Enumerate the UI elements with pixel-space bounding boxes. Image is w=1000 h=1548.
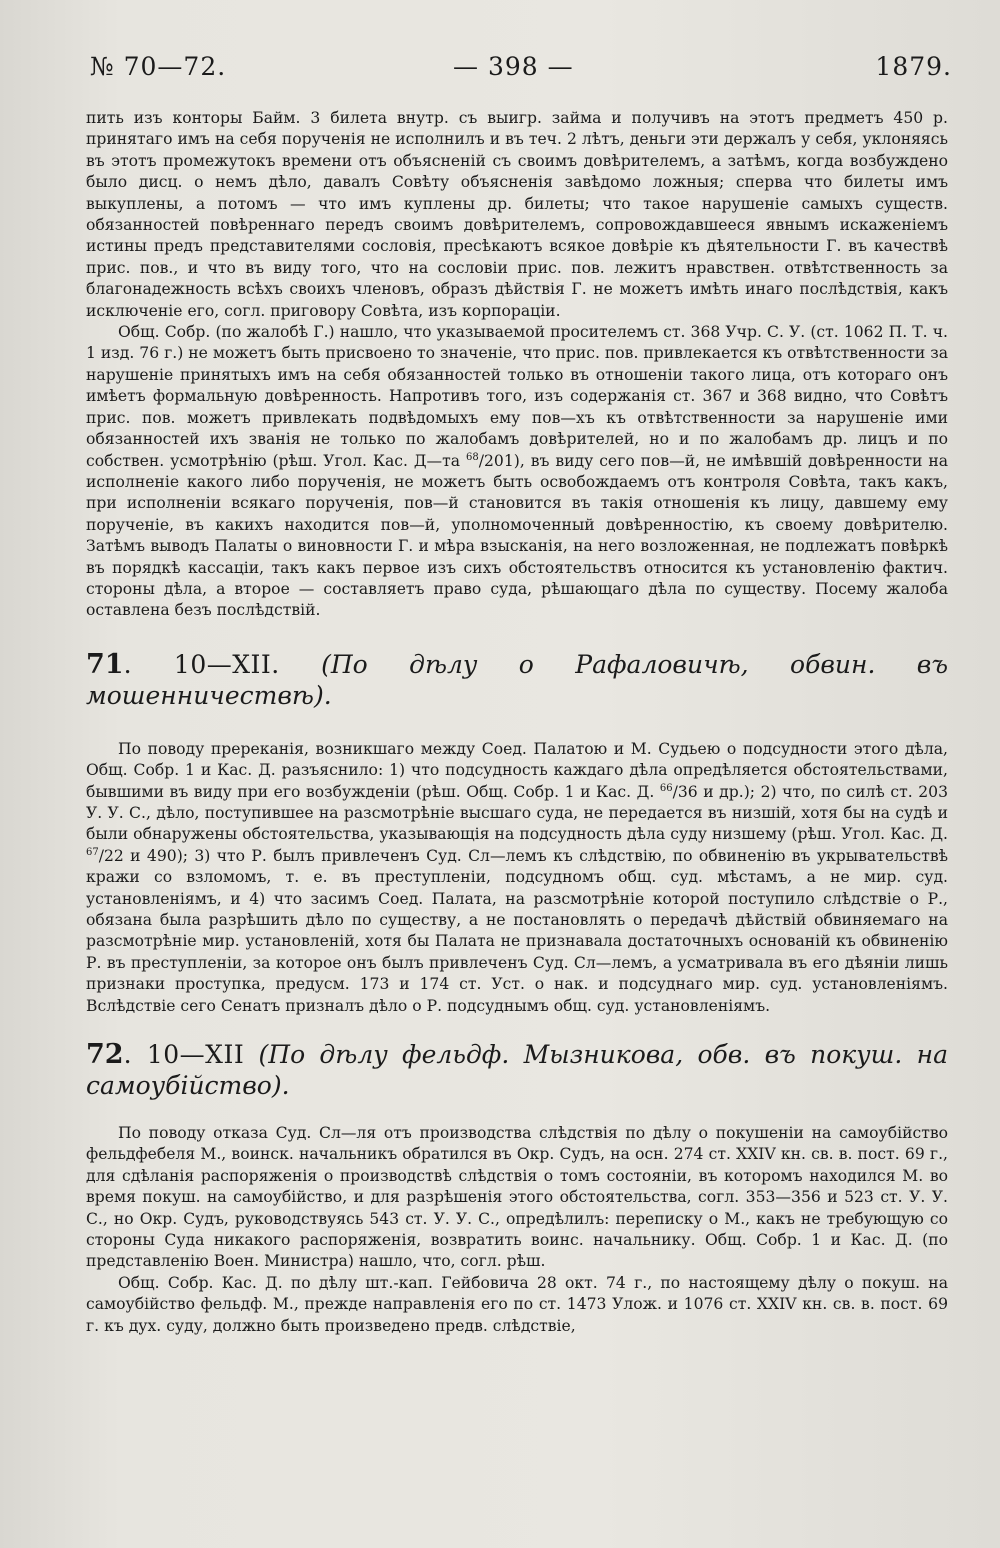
running-header [90, 52, 952, 92]
ruling-text-end: /201), въ виду сего пов—й, не имѣвшій довѣренности на исполненіе какого либо порученія, не можетъ быть освобождаемъ отъ контроля Совѣта, такъ какъ, при исполненіи всякаго порученія, пов—й становится въ такія отношенія къ лицу, давшему ему порученіе, въ какихъ находится пов—й, уполномоченный довѣренностію, къ своему довѣрителю. Затѣмъ выводъ Палаты о виновности Г. и мѣра взысканія, на него возложенная, не подлежатъ повѣркѣ въ порядкѣ кассаціи, такъ какъ первое изъ сихъ обстоятельствъ относится къ установленію фактич. стороны дѣла, а второе — составляетъ право суда, рѣшающаго дѣла по существу. Посему жалоба оставлена безъ послѣдствій. [86, 451, 949, 620]
case-71-heading [86, 649, 948, 711]
case-71-text-a: По поводу пререканія, возникшаго между Соед. Палатою и М. Судьею о подсудности этого дѣла, Общ. Собр. 1 и Кас. Д. разъяснило: 1) что подсудность каждаго дѣла опредѣляется обстоятельствами, бывшими въ виду при его возбужденіи (рѣш. Общ. Собр. 1 и Кас. Д. [86, 739, 948, 801]
case-71-number: 71 [86, 648, 124, 680]
case-72-number: 72 [86, 1039, 124, 1071]
case-72-paragraph-2: Общ. Собр. Кас. Д. по дѣлу шт.-кап. Гейбовича 28 окт. 74 г., по настоящему дѣлу о покуш. на самоубійство фельдф. М., прежде направленія его по ст. 1473 Улож. и 1076 ст. XXIV кн. св. в. пост. 69 г. къ дух. суду, должно быть произведено предв. слѣдствіе, [86, 1273, 948, 1335]
case-72-heading [86, 1039, 948, 1101]
case-71-sup-1: 66 [659, 782, 673, 794]
case-71-paragraph [86, 739, 948, 1017]
case-71-date: . 10—XII. [123, 649, 280, 679]
carryover-paragraph: пить изъ конторы Байм. 3 билета внутр. съ выигр. займа и получивъ на этотъ предметъ 450 р. принятаго имъ на себя порученія не исполнилъ и въ теч. 2 лѣтъ, деньги эти держалъ у себя, уклоняясь въ этотъ промежутокъ времени отъ объясненій съ своимъ довѣрителемъ, а затѣмъ, когда возбуждено было дисц. о немъ дѣло, давалъ Совѣту объясненія завѣдомо ложныя; сперва что билеты имъ выкуплены, а потомъ — что имъ куплены др. билеты; что такое нарушеніе самыхъ существ. обязанностей повѣреннаго передъ своимъ довѣрителемъ, сопровождавшееся явнымъ искаженіемъ истины предъ представителями сословія, пресѣкаютъ всякое довѣріе къ дѣятельности Г. въ качествѣ прис. пов., и что въ виду того, что на сословіи прис. пов. лежитъ нравствен. отвѣтственность за благонадежность всѣхъ своихъ членовъ, образъ дѣйствія Г. не можетъ имѣть инаго послѣдствія, какъ исключеніе его, согл. приговору Совѣта, изъ корпораціи. [86, 109, 948, 320]
issue-number: № 70—72. [90, 52, 227, 81]
case-72-date: . 10—XII [123, 1040, 245, 1070]
general-assembly-ruling [86, 322, 948, 622]
case-72-paragraph-1: По поводу отказа Суд. Сл—ля отъ производства слѣдствія по дѣлу о покушеніи на самоубійство фельдфебеля М., воинск. начальникъ обратился въ Окр. Судъ, на осн. 274 ст. XXIV кн. св. в. пост. 69 г., для сдѣланія распоряженія о производствѣ слѣдствія о томъ состояніи, въ которомъ находился М. во время покуш. на самоубійство, и для разрѣшенія этого обстоятельства, согл. 353—356 и 523 ст. У. У. С., но Окр. Судъ, руководствуясь 543 ст. У. У. С., опредѣлилъ: переписку о М., какъ не требующую со стороны Суда никакого распоряженія, возвратить воинс. начальнику. Общ. Собр. 1 и Кас. Д. (по представленію Воен. Министра) нашло, что, согл. рѣш. [86, 1124, 948, 1271]
page-number: — 398 — [453, 52, 574, 81]
case-71-text-b: /36 и др.); 2) что, по силѣ ст. 203 У. У. С., дѣло, поступившее на разсмотрѣніе высшаго суда, не передается въ низшій, хотя бы на судѣ и были обнаружены обстоятельства, указывающія на подсудность дѣла суду низшему (рѣш. Угол. Кас. Д. [86, 782, 948, 844]
case-72-title: (По дѣлу фельдф. Мызникова, обв. въ покуш. на самоубійство). [86, 1040, 948, 1101]
ruling-text-start: Общ. Собр. (по жалобѣ Г.) нашло, что указываемой просителемъ ст. 368 Учр. С. У. (ст. 1062 П. Т. ч. 1 изд. 76 г.) не можетъ быть присвоено то значеніе, что прис. пов. привлекается къ отвѣтственности за нарушеніе принятыхъ имъ на себя обязанностей только въ отношеніи такого лица, отъ котораго онъ имѣетъ формальную довѣренность. Напротивъ того, изъ содержанія ст. 367 и 368 видно, что Совѣтъ прис. пов. можетъ привлекать подвѣдомыхъ ему пов—хъ къ отвѣтственности за нарушеніе ими обязанностей ихъ званія не только по жалобамъ довѣрителей, но и по жалобамъ др. лицъ и по собствен. усмотрѣнію (рѣш. Угол. Кас. Д—та [86, 323, 948, 470]
case-71-text-c: /22 и 490); 3) что Р. былъ привлеченъ Суд. Сл—лемъ къ слѣдствію, по обвиненію въ укрывательствѣ кражи со взломомъ, т. е. въ преступленіи, подсудномъ общ. суд. мѣстамъ, а не мир. суд. установленіямъ, и 4) что засимъ Соед. Палата, на разсмотрѣніе которой поступило слѣдствіе о Р., обязана была разрѣшить дѣло по существу, а не постановлять о передачѣ дѣйствій обвиняемаго на разсмотрѣніе мир. установленій, хотя бы Палата не признавала достаточныхъ основаній къ обвиненію Р. въ преступленіи, за которое онъ былъ привлеченъ Суд. Сл—лемъ, а усматривала въ его дѣяніи лишь признаки проступка, предусм. 173 и 174 ст. Уст. о нак. и подсуднаго мир. суд. установленіямъ. Вслѣдствіе сего Сенатъ призналъ дѣло о Р. подсуднымъ общ. суд. установленіямъ. [86, 846, 948, 1015]
case-71-title: (По дѣлу о Рафаловичѣ, обвин. въ мошенничествѣ). [86, 649, 948, 710]
case-71-sup-2: 67 [86, 846, 99, 858]
year: 1879. [875, 52, 952, 81]
page-body [86, 108, 948, 1337]
ruling-citation-sup: 68 [466, 451, 479, 463]
